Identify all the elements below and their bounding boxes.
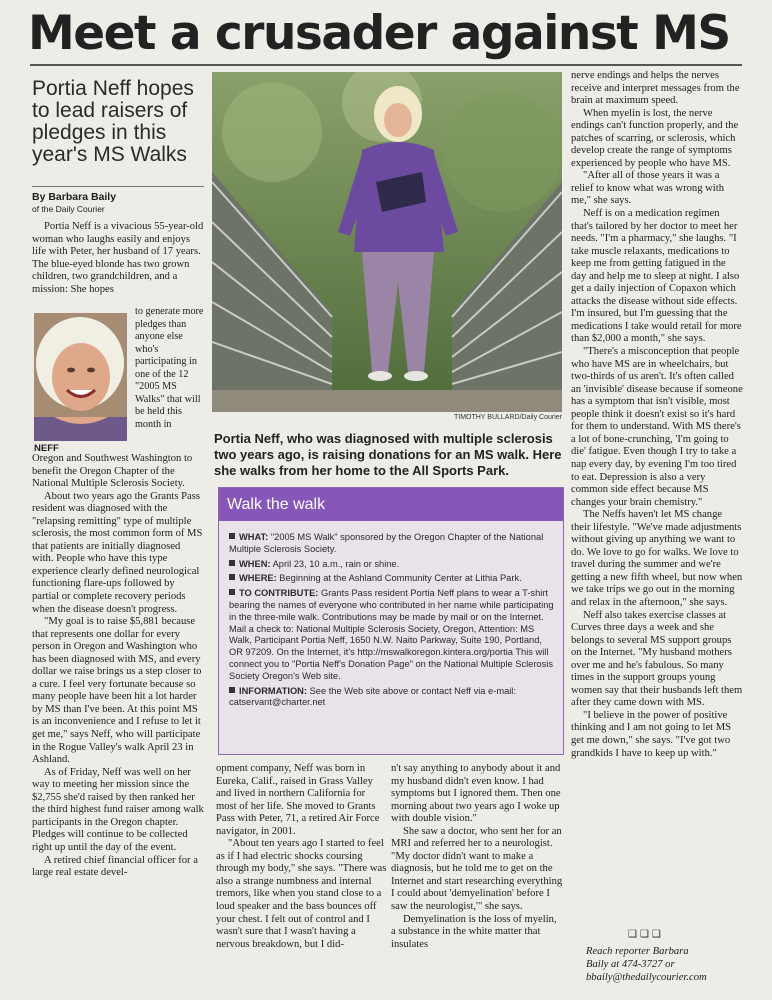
bullet-square-icon [229,574,235,580]
info-label: INFORMATION: [239,685,307,696]
headline-rule [30,64,742,66]
deck: Portia Neff hopes to lead raisers of pledges in this year's MS Walks [32,77,194,166]
reach-line: Baily at 474-3727 or [586,959,675,970]
paragraph: nerve endings and helps the nerves receive and interpret messages from the brain at maximum speed. [571,70,740,107]
when-label: WHEN: [239,558,271,569]
what-label: WHAT: [239,532,269,542]
photo-credit: TIMOTHY BULLARD/Daily Courier [453,414,562,421]
bridge-walk-illustration [212,72,562,412]
walk-the-walk-box [218,487,564,755]
portrait-label: NEFF [34,443,59,454]
neff-portrait-photo [34,313,127,441]
paragraph: She saw a doctor, who sent her for an MRI and referred her to a neurologist. "My doctor didn't want to make a diagnosis, but he told me to get on the Internet and start researching everything I could about 'demyelination' before I saw the neurologist,'" she says. [391,825,563,913]
article-col1-wrap [135,306,205,431]
paragraph: As of Friday, Neff was well on her way to meeting her mission since the $2,755 she'd raised by then ranked her the third highest fund raiser among walk participants in the Oregon chapter. Pledges will continue to be collected right up until the day of the event. [32,766,204,853]
paragraph: A retired chief financial officer for a large real estate devel- [32,854,198,879]
bullet-square-icon [229,533,235,539]
article-col1-bottom [32,453,204,880]
headline: Meet a crusader against MS [28,6,730,61]
paragraph: "There's a misconception that people who have MS are in wheelchairs, but two-thirds of us aren't. It's often called an 'invisible' disease because if someone has a symptom that isn't visible, most people think it doesn't exist so it's hard for them to understand. With MS there's a lot of bone-crunching, 'I'm going to die' fatigue. Even though I try to take a nap every day, by evening I'm too tired to eat. Depression is also a very common side effect because MS changes your brain chemistry." [571,346,743,508]
byline: By Barbara Baily [32,191,117,203]
reporter-contact [586,945,746,984]
contribute-label: TO CONTRIBUTE: [239,588,319,599]
info-text: See the Web site above or contact Neff via e-mail: catservant@charter.net [229,685,516,708]
paragraph: Neff is on a medication regimen that's tailored by her doctor to meet her needs. "I'm a pharmacy," she laughs. "I take muscle relaxants, medications to keep me from getting fatigued in the day and help me to sleep at night. I also get a daily injection of Copaxon which attacks the disease without side effects. I'm insured, but I'm guessing that the medications I take would retail for more than $2,000 a month," she says. [571,208,742,345]
bullet-square-icon [229,687,235,693]
photo-caption: Portia Neff, who was diagnosed with multiple sclerosis two years ago, is raising donations for an MS walk. Here she walks from her home to the All Sports Park. [214,431,562,478]
deck-rule [32,186,204,187]
portrait-illustration [34,313,127,441]
box-what [229,532,555,556]
where-text: Beginning at the Ashland Community Center at Lithia Park. [279,573,522,584]
paragraph: opment company, Neff was born in Eureka, Calif., raised in Grass Valley and lived in northern California for most of her life. She moved to Grants Pass with Peter, 71, a retired Air Force navigator, in 2001. [216,763,380,837]
paragraph: "About ten years ago I started to feel as if I had electric shocks coursing through my body," she says. "There was also a strange numbness and internal tremors, like when you stand close to a loud speaker and the bass bounces off your chest. I felt out of control and I wasn't sure that I wasn't having a nervous breakdown, but I did- [216,838,387,950]
reach-line: Reach reporter Barbara [586,946,689,957]
paragraph: Portia Neff is a vivacious 55-year-old woman who laughs easily and enjoys life with Peter, her husband of 17 years. The blue-eyed blonde has two grown children, two grandchildren, and a mission: She hopes [32,221,204,295]
main-photo [212,72,562,412]
paragraph: to generate more pledges than anyone else who's participating in one of the 12 "2005 MS Walks" that will be held this month in [135,306,204,430]
contribute-text: Grants Pass resident Portia Neff plans to wear a T-shirt bearing the names of everyone who contributed in her name while participating in the three-mile walk. Contributions may be made by mail or on the Internet. Mail a check to: National Multiple Sclerosis Society, Oregon, Attention: MS Walk, Participant Portia Neff, 1650 N.W. Naito Parkway, Suite 190, Portland, OR 97209. On the Internet, it's http://mswalkoregon.kintera.org/portia This will connect you to "Portia Neff's Donation Page" on the National Multiple Sclerosis Society Oregon's Web site. [229,588,554,681]
when-text: April 23, 10 a.m., rain or shine. [272,558,400,569]
box-info [229,686,555,710]
paragraph: Neff also takes exercise classes at Curves three days a week and she belongs to several MS support groups on the Internet. "My husband mothers over me and he's fabulous. So many times in the support groups young women say that their husbands left them after they came down with MS. [571,609,743,709]
article-col2 [216,763,388,951]
paragraph: "My goal is to raise $5,881 because that represents one dollar for every person in Oregon and Washington who has been diagnosed with MS, and every dollar we raise brings us a step closer to a cure. I feel very fortunate because so many people have been hit a lot harder by MS than I've been. At this point MS is an inconvenience and I refuse to let it get me," says Neff, who will participate in the Rogue Valley's walk April 23 in Ashland. [32,616,202,766]
reach-email: bbaily@thedailycourier.com [586,972,707,983]
paragraph: About two years ago the Grants Pass resident was diagnosed with the "relapsing remitting" type of multiple sclerosis, the most common form of MS that patients are initially diagnosed with. People who have this type experience clearly defined neurological functioning flare-ups followed by partial or complete recovery periods when the disease doesn't progress. [32,490,203,615]
box-contribute [229,588,555,682]
box-where [229,573,555,585]
byline-org: of the Daily Courier [32,204,105,214]
paragraph: Oregon and Southwest Washington to benefit the Oregon Chapter of the National Multiple Sclerosis Society. [32,453,193,490]
paragraph: n't say anything to anybody about it and my husband didn't even know. I had symptoms but I ignored them. Then one morning about two years ago I woke up with double vision." [391,763,561,825]
article-col4 [571,70,743,760]
paragraph: The Neffs haven't let MS change their lifestyle. "We've made adjustments without giving up anything we want to do. We love to go for walks. We love to travel during the summer and we're getting a new fifth wheel, but now when we take trips we go out in the morning and relax in the afternoon," she says. [571,509,743,608]
paragraph: "After all of those years it was a relief to know what was wrong with me," she says. [571,170,724,207]
paragraph: Demyelination is the loss of myelin, a substance in the white matter that insulates [391,913,557,950]
what-text: "2005 MS Walk" sponsored by the Oregon Chapter of the National Multiple Sclerosis Society. [229,532,544,554]
article-col3 [391,763,563,951]
box-body [229,532,555,712]
box-when [229,559,555,571]
paragraph: "I believe in the power of positive thinking and I am not going to let MS get me down," she says. "I've got two grandkids I have to keep up with." [571,709,732,759]
end-mark: ❑❑❑ [628,929,664,940]
article-col1-top [32,221,204,296]
where-label: WHERE: [239,573,277,584]
bullet-square-icon [229,560,235,566]
bullet-square-icon [229,589,235,595]
box-title: Walk the walk [219,488,563,521]
paragraph: When myelin is lost, the nerve endings can't function properly, and the patches of scarring, or sclerosis, which develop create the range of symptoms experienced by people who have MS. [571,107,739,169]
